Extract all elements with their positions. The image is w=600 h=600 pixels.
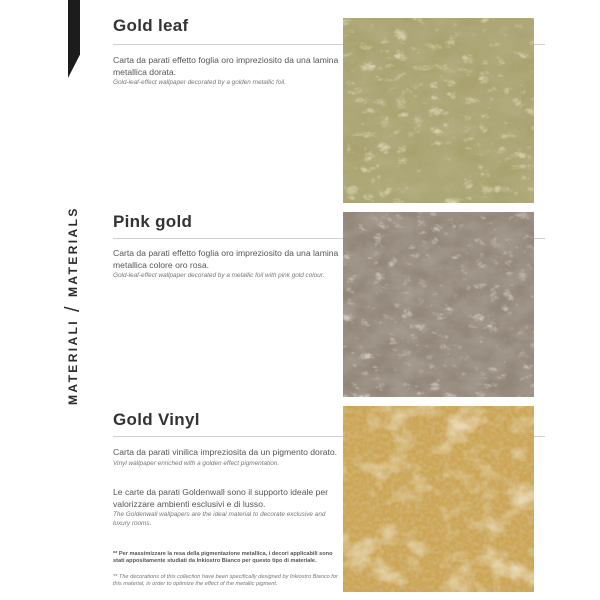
footnote-en: ** The decorations of this collection have been specifically designed by Inkiostro Bianco for this material, in order to optimize the effect of the metallic pigment. xyxy=(113,574,338,588)
side-label-slash: / xyxy=(61,303,84,312)
gold-vinyl-desc-en: Vinyl wallpaper enriched with a golden effect pigmentation. xyxy=(113,460,280,467)
support-text-en: The Goldenwall wallpapers are the ideal material to decorate exclusive and luxury rooms. xyxy=(113,511,326,527)
gold-leaf-title: Gold leaf xyxy=(113,16,189,35)
pink-gold-desc-it: Carta da parati effetto foglia oro impreziosito da una lamina metallica colore oro rosa. xyxy=(113,248,339,270)
side-label-italian: MATERIALI xyxy=(66,318,80,405)
support-text-it: Le carte da parati Goldenwall sono il supporto ideale per valorizzare ambienti esclusivi e di lusso. xyxy=(113,487,328,509)
gold-vinyl-desc-it: Carta da parati vinilica impreziosita da un pigmento dorato. xyxy=(113,447,338,457)
gold-vinyl-title: Gold Vinyl xyxy=(113,410,200,429)
pink-gold-desc-en: Gold-leaf-effect wallpaper decorated by a metallic foil with pink gold colour. xyxy=(113,272,325,279)
gold-leaf-desc-it: Carta da parati effetto foglia oro impreziosito da una lamina metallica dorata. xyxy=(113,55,339,77)
pink-gold-title: Pink gold xyxy=(113,212,193,231)
gold-leaf-desc-en: Gold-leaf-effect wallpaper decorated by a golden metallic foil. xyxy=(113,79,286,86)
gold-vinyl-swatch xyxy=(343,406,534,592)
gold-leaf-swatch xyxy=(343,18,534,203)
footnote-it: ** Per massimizzare la resa della pigmentazione metallica, i decori applicabili sono stati appositamente studiati da Inkiostro Bianco per questo tipo di materiale. xyxy=(113,551,333,565)
side-label-english: MATERIALS xyxy=(66,206,80,297)
pink-gold-swatch xyxy=(343,212,534,397)
top-corner-tab xyxy=(68,0,80,78)
side-section-label xyxy=(63,165,83,405)
